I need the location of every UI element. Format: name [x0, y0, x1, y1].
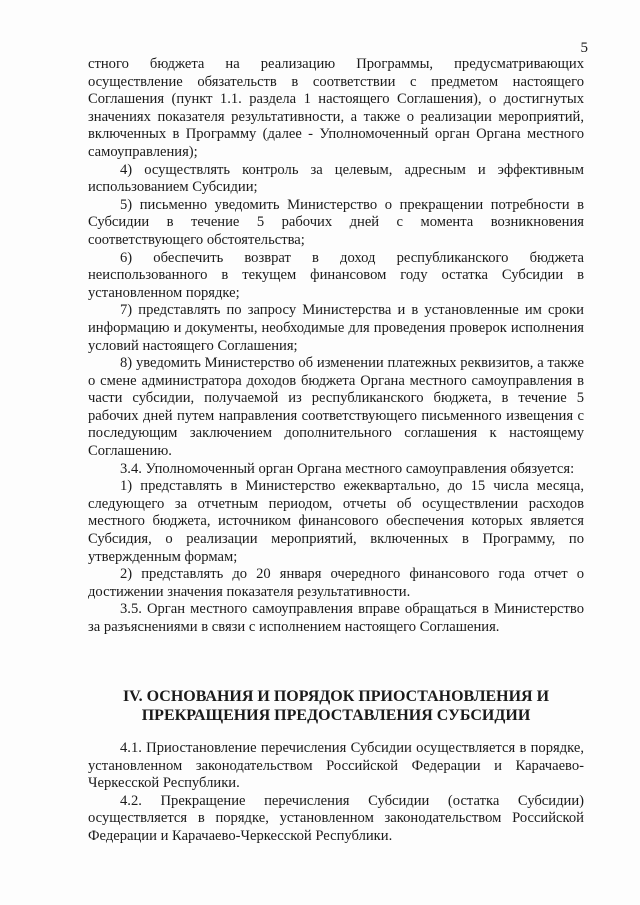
paragraph: 1) представлять в Министерство ежеквартально, до 15 числа месяца, следующего за отчетным периодом, отчеты об осуществлении расходов местного бюджета, источником финансового обеспечения которых является Субсидия, о реализации мероприятий, включенных в Программу, по утвержденным формам;	[88, 478, 584, 565]
paragraph: 8) уведомить Министерство об изменении платежных реквизитов, а также о смене администратора доходов бюджета Органа местного самоуправления в части субсидии, получаемой из республиканского бюджета, в течение 5 рабочих дней путем направления соответствующего письменного извещения с последующим заключением дополнительного соглашения к настоящему Соглашению.	[88, 355, 584, 460]
paragraph: 4.1. Приостановление перечисления Субсидии осуществляется в порядке, установленном законодательством Российской Федерации и Карачаево-Черкесской Республики.	[88, 740, 584, 792]
paragraph: 3.5. Орган местного самоуправления вправе обращаться в Министерство за разъяснениями в связи с исполнением настоящего Соглашения.	[88, 601, 584, 635]
paragraph: 7) представлять по запросу Министерства и в установленные им сроки информацию и документы, необходимые для проведения проверок исполнения условий настоящего Соглашения;	[88, 302, 584, 354]
section-3-continuation	[88, 56, 584, 637]
paragraph: 6) обеспечить возврат в доход республиканского бюджета неиспользованного в текущем финансовом году остатка Субсидии в установленном порядке;	[88, 249, 584, 301]
section-heading	[88, 687, 584, 725]
paragraph: стного бюджета на реализацию Программы, предусматривающих осуществление обязательств в соответствии с предметом настоящего Соглашения (пункт 1.1. раздела 1 настоящего Соглашения), о достигнутых значениях показателя результативности, а также о реализации мероприятий, включенных в Программу (далее - Уполномоченный орган Органа местного самоуправления);	[88, 56, 584, 160]
paragraph: 3.4. Уполномоченный орган Органа местного самоуправления обязуется:	[120, 460, 575, 477]
paragraph: 4) осуществлять контроль за целевым, адресным и эффективным использованием Субсидии;	[88, 161, 584, 196]
section-4-body	[88, 740, 584, 846]
paragraph: 5) письменно уведомить Министерство о прекращении потребности в Субсидии в течение 5 рабочих дней с момента возникновения соответствующего обстоятельства;	[88, 196, 584, 248]
paragraph: 4.2. Прекращение перечисления Субсидии (остатка Субсидии) осуществляется в порядке, установленном законодательством Российской Федерации и Карачаево-Черкесской Республики.	[88, 792, 584, 844]
paragraph: 2) представлять до 20 января очередного финансового года отчет о достижении значения показателя результативности.	[88, 566, 584, 600]
section-heading-line: ПРЕКРАЩЕНИЯ ПРЕДОСТАВЛЕНИЯ СУБСИДИИ	[141, 707, 531, 724]
section-heading-line: IV. ОСНОВАНИЯ И ПОРЯДОК ПРИОСТАНОВЛЕНИЯ И	[122, 688, 550, 705]
page-number: 5	[580, 40, 588, 56]
